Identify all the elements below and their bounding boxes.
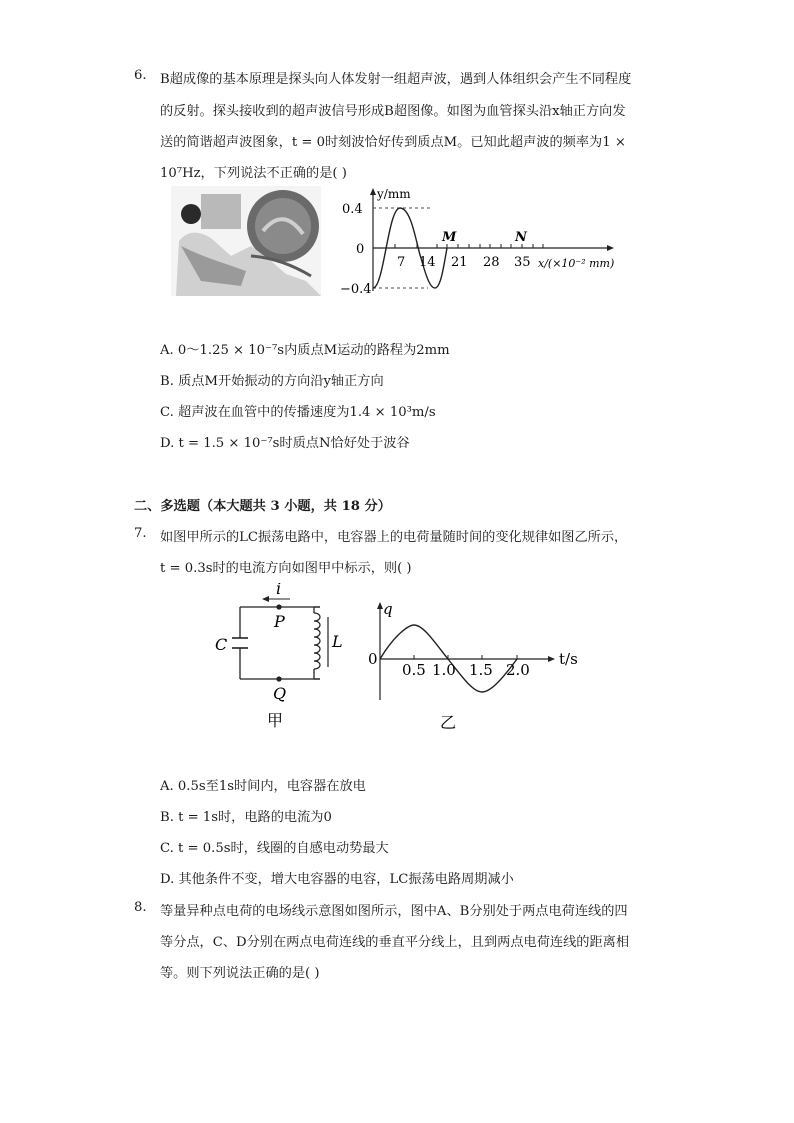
q-axis-label: q xyxy=(383,600,393,618)
q8-stem-line-1: 等量异种点电荷的电场线示意图如图所示，图中A、B分别处于两点电荷连线的四 xyxy=(160,904,628,919)
qt-x-tick-1.5: 1.5 xyxy=(469,661,493,679)
q6-y-tick-0.4: 0.4 xyxy=(342,202,363,217)
q7-stem-line-2: t = 0.3s时的电流方向如图甲中标示，则( ) xyxy=(160,561,412,576)
q6-x-tick-14: 14 xyxy=(419,255,436,270)
q6-y-tick-0: 0 xyxy=(356,242,365,257)
q6-x-axis-label: x/(×10⁻² mm) xyxy=(538,257,615,270)
section-title-multiple-choice: 二、多选题（本大题共 3 小题，共 18 分） xyxy=(134,499,391,514)
q8-stem-line-2: 等分点，C、D分别在两点电荷连线的垂直平分线上，且到两点电荷连线的距离相 xyxy=(160,935,630,950)
q6-x-tick-28: 28 xyxy=(483,255,500,270)
node-Q-label: Q xyxy=(273,684,287,703)
q8-stem-line-3: 等。则下列说法正确的是( ) xyxy=(160,966,320,981)
qt-origin-label: 0 xyxy=(368,650,378,668)
q7-option-b[interactable]: B. t = 1s时，电路的电流为0 xyxy=(160,810,332,825)
q8-number: 8. xyxy=(134,900,147,915)
q6-x-tick-21: 21 xyxy=(451,255,468,270)
q7-option-c[interactable]: C. t = 0.5s时，线圈的自感电动势最大 xyxy=(160,841,389,856)
q6-number: 6. xyxy=(134,68,147,83)
q6-stem-line-2: 的反射。探头接收到的超声波信号形成B超图像。如图为血管探头沿x轴正方向发 xyxy=(160,104,626,119)
t-axis-label: t/s xyxy=(559,650,578,668)
node-P-label: P xyxy=(274,612,285,631)
q6-x-tick-7: 7 xyxy=(397,255,406,270)
qt-x-tick-0.5: 0.5 xyxy=(402,661,426,679)
q6-stem-line-3: 送的简谐超声波图象，t = 0时刻波恰好传到质点M。已知此超声波的频率为1 × xyxy=(160,135,626,150)
capacitor-label-C: C xyxy=(215,635,228,654)
current-label-i: i xyxy=(276,583,282,598)
q7-number: 7. xyxy=(134,526,147,541)
q6-option-b[interactable]: B. 质点M开始振动的方向沿y轴正方向 xyxy=(160,374,384,389)
inductor-label-L: L xyxy=(332,632,343,651)
qt-x-tick-2.0: 2.0 xyxy=(506,661,530,679)
q6-stem-line-1: B超成像的基本原理是探头向人体发射一组超声波，遇到人体组织会产生不同程度 xyxy=(160,72,632,87)
q6-stem-line-4: 10⁷Hz，下列说法不正确的是( ) xyxy=(160,166,347,181)
q7-stem-line-1: 如图甲所示的LC振荡电路中，电容器上的电荷量随时间的变化规律如图乙所示， xyxy=(160,530,628,545)
circuit-caption-jia: 甲 xyxy=(267,711,284,730)
q6-point-N: N xyxy=(515,230,527,245)
q6-option-d[interactable]: D. t = 1.5 × 10⁻⁷s时质点N恰好处于波谷 xyxy=(160,436,410,451)
q-t-graph xyxy=(365,600,590,735)
lc-circuit-diagram xyxy=(210,583,350,733)
q6-x-tick-35: 35 xyxy=(514,255,531,270)
q6-option-c[interactable]: C. 超声波在血管中的传播速度为1.4 × 10³m/s xyxy=(160,405,436,420)
q7-option-d[interactable]: D. 其他条件不变，增大电容器的电容，LC振荡电路周期减小 xyxy=(160,872,514,887)
q7-option-a[interactable]: A. 0.5s至1s时间内，电容器在放电 xyxy=(160,779,366,794)
q6-y-axis-label: y/mm xyxy=(377,187,411,201)
qt-x-tick-1.0: 1.0 xyxy=(432,661,456,679)
q6-point-M: M xyxy=(442,230,457,245)
ultrasound-photo xyxy=(171,186,321,296)
q6-option-a[interactable]: A. 0～1.25 × 10⁻⁷s内质点M运动的路程为2mm xyxy=(160,343,450,358)
q6-y-tick-minus-0.4: −0.4 xyxy=(340,282,372,297)
q6-wave-graph xyxy=(340,186,640,298)
graph-caption-yi: 乙 xyxy=(440,713,457,732)
